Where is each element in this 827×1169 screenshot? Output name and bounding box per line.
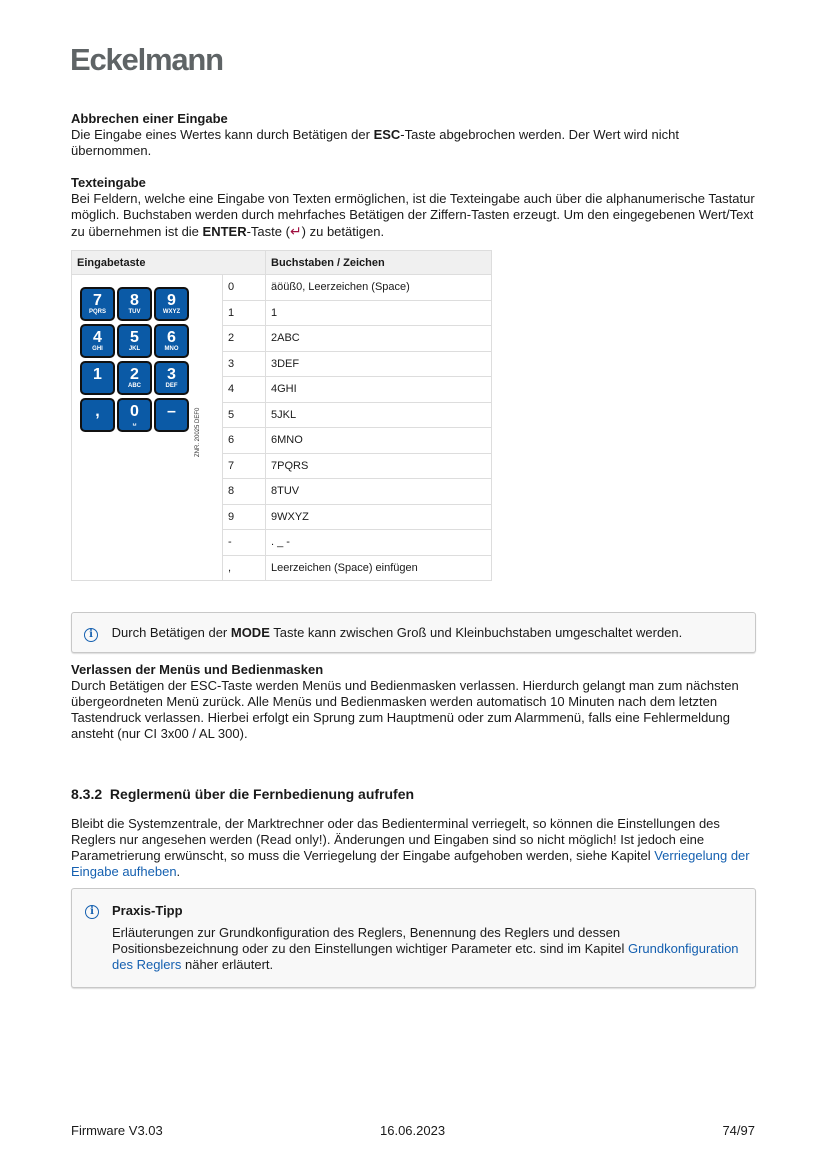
leave-heading: Verlassen der Menüs und Bedienmasken (71, 662, 324, 677)
text: -Taste ( (246, 224, 290, 239)
key-cell: 9 (223, 504, 266, 530)
abort-text (71, 127, 755, 159)
info-icon: i (85, 905, 99, 919)
config-link[interactable]: Grundkonfiguration des Reglers (112, 941, 739, 972)
key-digit: 1 (93, 366, 102, 383)
chars-cell: 5JKL (266, 402, 492, 428)
text-heading: Texteingabe (71, 175, 146, 190)
chars-cell: 3DEF (266, 351, 492, 377)
key-digit: 8 (130, 292, 139, 309)
key-cell: 7 (223, 453, 266, 479)
chars-cell: 4GHI (266, 377, 492, 403)
keypad-key (80, 398, 115, 432)
text: Bei Feldern, welche eine Eingabe von Texten ermöglichen, ist die Texteingabe auch über die alphanumerische Tastatur möglich. Buchstaben werden durch mehrfaches Betätigen der Ziffern-Tasten erzeugt. Um den eingegebenen Wert/Text zu übernehmen ist die (71, 191, 755, 239)
key-digit: 2 (130, 366, 139, 383)
keypad-key (80, 361, 115, 395)
chars-cell: 2ABC (266, 326, 492, 352)
key-cell: 8 (223, 479, 266, 505)
section-heading: 8.3.2 Reglermenü über die Fernbedienung aufrufen (71, 786, 415, 802)
key-cell: 6 (223, 428, 266, 454)
text: Taste kann zwischen Groß und Kleinbuchstaben umgeschaltet werden. (269, 625, 683, 640)
chars-cell: Leerzeichen (Space) einfügen (266, 555, 492, 581)
key-letters: PQRS (88, 309, 106, 315)
keypad-key (154, 398, 189, 432)
key-letters: TUV (128, 309, 141, 315)
key-letters: WXYZ (162, 309, 181, 315)
text: Die Eingabe eines Wertes kann durch Betätigen der (71, 127, 374, 142)
chars-cell: 9WXYZ (266, 504, 492, 530)
keypad-image (72, 275, 222, 575)
section-832 (71, 786, 755, 880)
keypad-key (80, 324, 115, 358)
tip-text (112, 925, 743, 973)
key-digit: 5 (130, 329, 139, 346)
key-letters: ␣ (132, 420, 137, 426)
keypad-key (117, 287, 152, 321)
keypad-key (80, 287, 115, 321)
footer-page: 74/97 (722, 1123, 755, 1138)
key-cell: 2 (223, 326, 266, 352)
key-cell: 1 (223, 300, 266, 326)
text: Erläuterungen zur Grundkonfiguration des Reglers, Benennung des Reglers und dessen Positionsbezeichnung oder zu den Einstellungen wichtiger Parameter etc. sind im Kapitel (112, 925, 628, 956)
key-letters: ABC (128, 383, 141, 389)
key-cell: 0 (223, 275, 266, 301)
tip-box (71, 888, 756, 988)
chars-cell: äöüß0, Leerzeichen (Space) (266, 275, 492, 301)
key-cell: 4 (223, 377, 266, 403)
key-digit: , (95, 403, 100, 420)
lock-link[interactable]: Verriegelung der Eingabe aufheben (71, 848, 750, 879)
image-label: ZNR. 20025 DEF0 (195, 407, 201, 457)
text: Durch Betätigen der (111, 625, 231, 640)
text: -Taste abgebrochen werden. Der Wert wird nicht übernommen. (71, 127, 679, 158)
key-digit: 6 (167, 329, 176, 346)
footer-date: 16.06.2023 (380, 1123, 446, 1138)
text-body (71, 191, 755, 240)
chars-cell: 1 (266, 300, 492, 326)
mode-note (71, 612, 756, 653)
key-cell: 5 (223, 402, 266, 428)
key-digit: 0 (130, 403, 139, 420)
keypad-key (154, 287, 189, 321)
key-digit: 9 (167, 292, 176, 309)
leave-section (71, 662, 755, 742)
info-icon: i (84, 628, 98, 642)
key-table (71, 250, 492, 581)
tip-heading: Praxis-Tipp (112, 903, 183, 918)
keypad-key (117, 398, 152, 432)
footer-firmware: Firmware V3.03 (71, 1123, 163, 1138)
keypad-key (154, 361, 189, 395)
mode-key: MODE (230, 625, 270, 640)
header-key: Eingabetaste (72, 251, 266, 275)
key-letters: MNO (164, 346, 179, 352)
key-digit: – (167, 403, 176, 420)
key-digit: 3 (167, 366, 176, 383)
chars-cell: 7PQRS (266, 453, 492, 479)
text: Bleibt die Systemzentrale, der Marktrechner oder das Bedienterminal verriegelt, so können die Einstellungen des Reglers nur angesehen werden (Read only!). Änderungen und Eingaben sind so nicht möglich! Ist jedoch eine Parametrierung erwünscht, so muss die Verriegelung der Eingabe aufgehoben werden, siehe Kapitel (71, 816, 720, 863)
keypad-cell (72, 275, 223, 581)
chars-cell: 8TUV (266, 479, 492, 505)
keypad-key (117, 361, 152, 395)
key-cell: - (223, 530, 266, 556)
eckelmann-logo: Eckelmann (70, 42, 223, 77)
chars-cell: . _ - (266, 530, 492, 556)
text: . (176, 864, 181, 879)
text-input-section (71, 175, 755, 240)
key-letters: DEF (165, 383, 178, 389)
key-letters: JKL (128, 346, 141, 352)
abort-heading: Abbrechen einer Eingabe (71, 111, 228, 126)
key-cell: 3 (223, 351, 266, 377)
text: ) zu betätigen. (301, 224, 385, 239)
leave-text: Durch Betätigen der ESC-Taste werden Menüs und Bedienmasken verlassen. Hierdurch gelangt man zum nächsten übergeordneten Menü zurück. Alle Menüs und Bedienmasken werden automatisch 10 Minuten nach dem letzten Tastendruck verlassen. Hierbei erfolgt ein Sprung zum Hauptmenü oder zum Alarmmenü, falls eine Fehlermeldung ansteht (nur CI 3x00 / AL 300). (71, 678, 739, 741)
key-digit: 7 (93, 292, 102, 309)
keypad-key (154, 324, 189, 358)
chars-cell: 6MNO (266, 428, 492, 454)
key-cell: , (223, 555, 266, 581)
table-row (72, 275, 492, 301)
esc-key: ESC (373, 127, 401, 142)
enter-icon: ↵ (289, 223, 302, 239)
abort-section (71, 111, 755, 159)
text: näher erläutert. (181, 957, 274, 972)
key-digit: 4 (93, 329, 102, 346)
note-text (112, 625, 683, 640)
section-text (71, 816, 755, 880)
keypad-key (117, 324, 152, 358)
enter-key: ENTER (202, 224, 247, 239)
header-chars: Buchstaben / Zeichen (266, 251, 492, 275)
key-letters: GHI (92, 346, 103, 352)
